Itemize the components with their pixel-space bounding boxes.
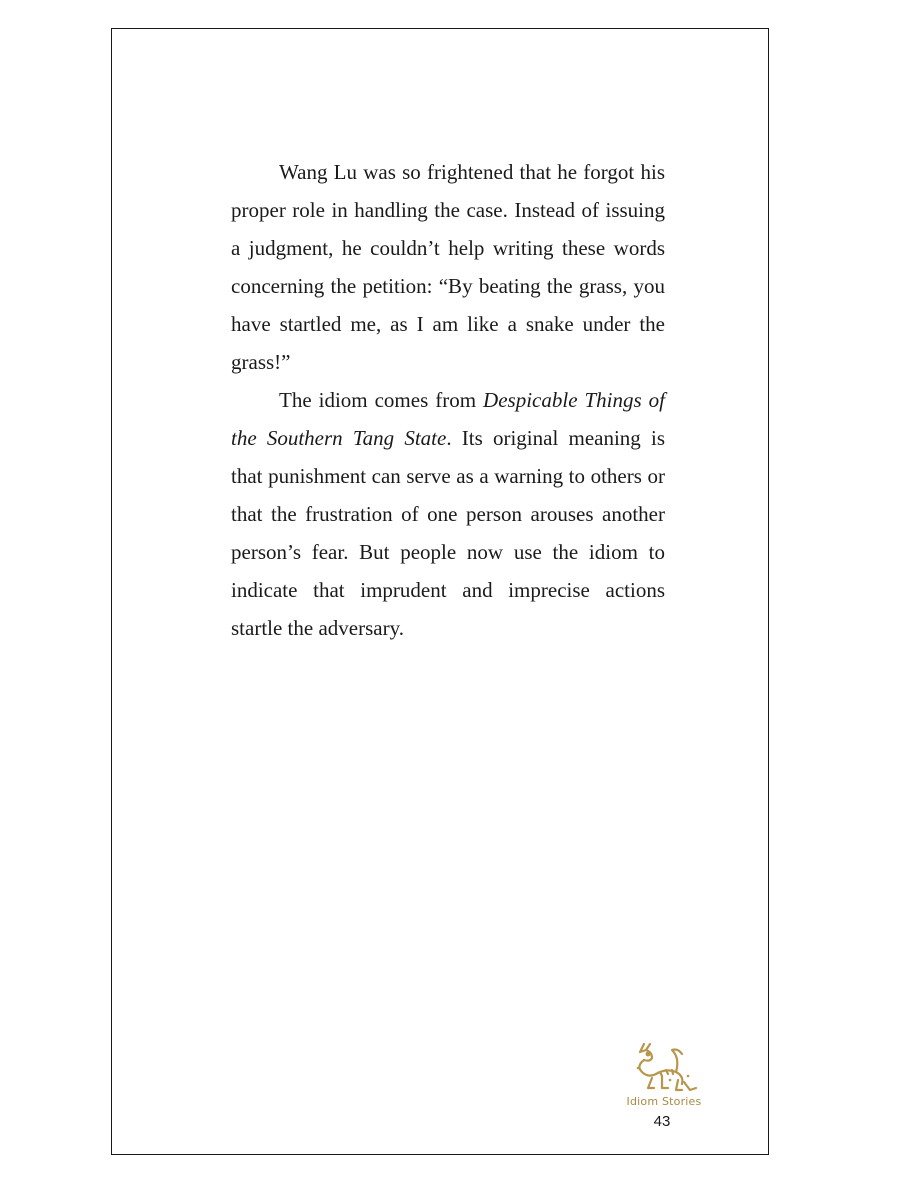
paragraph-wang-lu: Wang Lu was so frightened that he forgot his proper role in handling the case. Instead of issuing a judgment, he couldn’t help writing these words concerning the petition: “By beating the grass, you have startled me, as I am like a snake under the grass!” — [231, 160, 665, 374]
paragraph-idiom-origin — [231, 381, 665, 647]
dragon-icon — [626, 1040, 702, 1096]
body-text — [231, 153, 665, 647]
series-name: Idiom Stories — [626, 1095, 702, 1108]
idiom-meaning-text: . Its original meaning is that punishment can serve as a warning to others or that the frustration of one person arouses another person’s fear. But people now use the idiom to indicate that imprudent and imprecise actions startle the adversary. — [231, 426, 665, 640]
source-title: Despicable Things of the Southern Tang State — [231, 388, 665, 450]
idiom-intro-text: The idiom comes from — [279, 388, 484, 412]
page-number: 43 — [653, 1113, 671, 1130]
